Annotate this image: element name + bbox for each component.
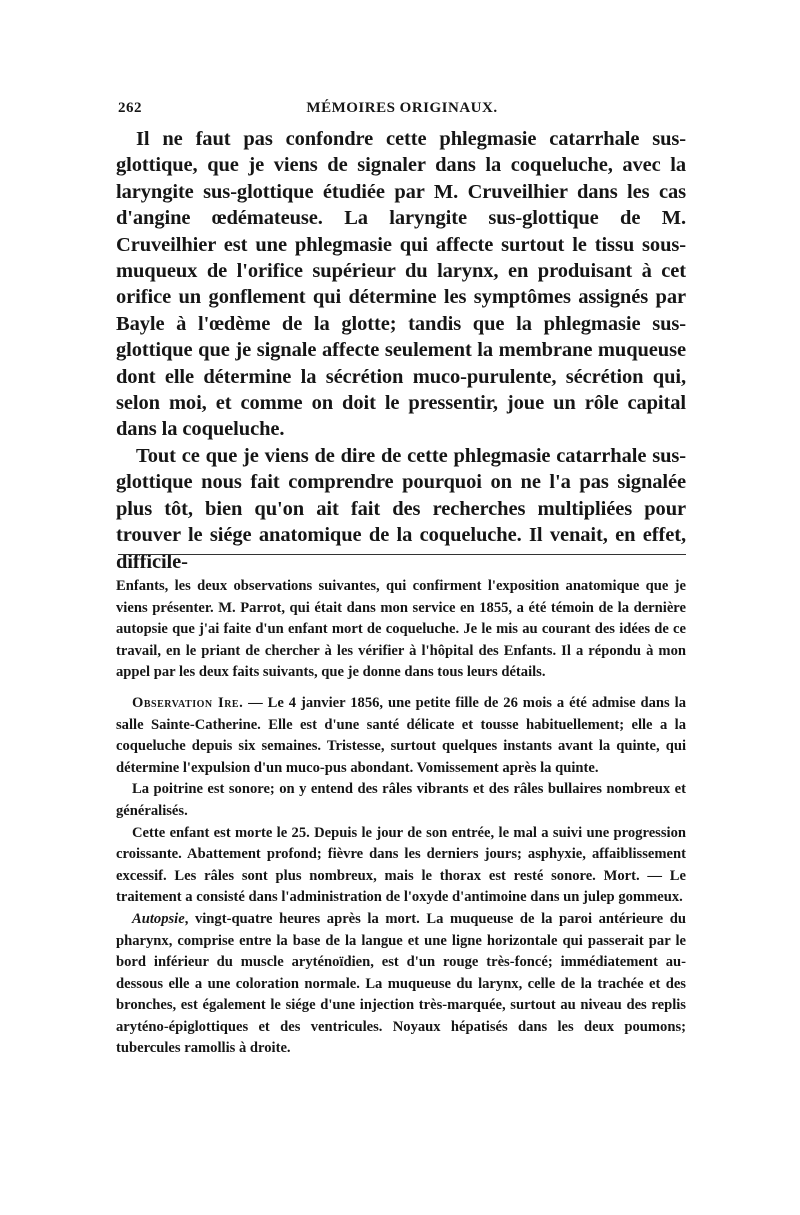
poitrine-paragraph: La poitrine est sonore; on y entend des râles vibrants et des râles bullaires nombreux et généralisés. — [116, 781, 686, 819]
running-head: MÉMOIRES ORIGINAUX. — [306, 100, 498, 116]
morte-paragraph: Cette enfant est morte le 25. Depuis le jour de son entrée, le mal a suivi une progression croissante. Abattement profond; fièvre dans les derniers jours; asphyxie, affaiblissement excessif. Les râles sont plus nombreux, mais le thorax est resté sonore. Mort. — Le traitement a consisté dans l'administration de l'oxyde d'antimoine dans un julep gommeux. — [116, 824, 686, 906]
autopsie-paragraph — [116, 909, 686, 1060]
page-header — [118, 100, 686, 124]
autopsie-text: , vingt-quatre heures après la mort. La muqueuse de la paroi antérieure du pharynx, comprise entre la base de la langue et une ligne horizontale qui passerait par le bord inférieur du muscle aryténoïdien, est d'un rouge très-foncé; immédiatement au-dessous elle a une coloration normale. La muqueuse du larynx, celle de la trachée et des bronches, est également le siége d'une injection très-marquée, surtout au niveau des replis aryténo-épiglottiques et des ventricules. Noyaux hépatisés dans les deux poumons; tubercules ramollis à droite. — [116, 910, 686, 1057]
footnote-divider — [118, 554, 686, 555]
paragraph-siege-anatomique: Tout ce que je viens de dire de cette phlegmasie catarrhale sus-glottique nous fait comprendre pourquoi on ne l'a pas signalée plus tôt, bien qu'on ait fait des recherches multipliées pour trouver le siége anatomique de la coqueluche. Il venait, en effet, difficile- — [116, 444, 686, 573]
autopsie-label: Autopsie — [132, 910, 185, 927]
observation-text: — Le 4 janvier 1856, une petite fille de 26 mois a été admise dans la salle Sainte-Catherine. Elle est d'une santé délicate et tousse habituellement; elle a la coqueluche depuis six semaines. Tristesse, surtout quelques instants avant la quinte, qui détermine l'expulsion d'un muco-pus abondant. Vomissement après la quinte. — [116, 694, 686, 776]
observation-paragraph — [116, 693, 686, 779]
page-number: 262 — [118, 100, 142, 116]
observation-label: Observation Ire. — [132, 694, 244, 711]
paragraph-laryngite: Il ne faut pas confondre cette phlegmasie catarrhale sus-glottique, que je viens de signaler dans la coqueluche, avec la laryngite sus-glottique étudiée par M. Cruveilhier dans les cas d'angine œdémateuse. La laryngite sus-glottique de M. Cruveilhier est une phlegmasie qui affecte surtout le tissu sous-muqueux de l'orifice supérieur du larynx, en produisant à cet orifice un gonflement qui détermine les symptômes assignés par Bayle à l'œdème de la glotte; tandis que la phlegmasie sus-glottique que je signale affecte seulement la membrane muqueuse dont elle détermine la sécrétion muco-purulente, sécrétion qui, selon moi, et comme on doit le pressentir, joue un rôle capital dans la coqueluche. — [116, 128, 686, 441]
footnote-block — [116, 576, 686, 1060]
main-text — [116, 126, 686, 575]
footnote-intro: Enfants, les deux observations suivantes, qui confirment l'exposition anatomique que je viens présenter. M. Parrot, qui était dans mon service en 1855, a été témoin de la dernière autopsie que j'ai faite d'un enfant mort de coqueluche. Je le mis au courant des idées de ce travail, en le priant de chercher à les vérifier à l'hôpital des Enfants. Il a répondu à mon appel par les deux faits suivants, que je donne dans tous leurs détails. — [116, 578, 686, 681]
